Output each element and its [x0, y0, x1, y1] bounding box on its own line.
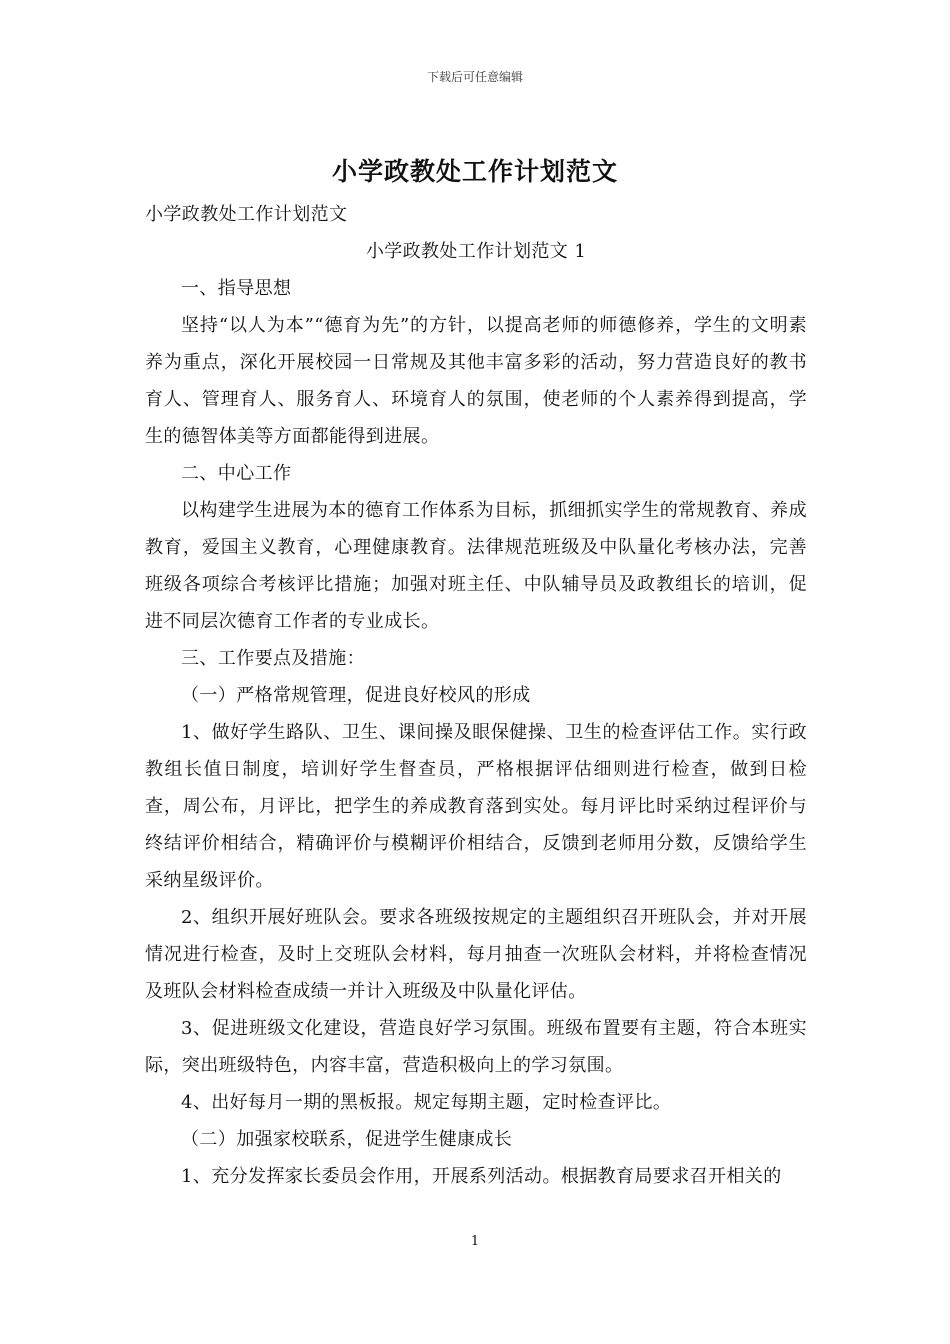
page-number: 1 [470, 1234, 480, 1249]
document-body [145, 196, 807, 1195]
paragraph-item-2: 2、组织开展好班队会。要求各班级按规定的主题组织召开班队会，并对开展情况进行检查，及时上交班队会材料，每月抽查一次班队会材料，并将检查情况及班队会材料检查成绩一并计入班级及中队量化评估。 [145, 907, 807, 1002]
subheading-routine-management: （一）严格常规管理，促进良好校风的形成 [181, 685, 531, 706]
heading-guiding-thought: 一、指导思想 [181, 278, 292, 299]
subheading-home-school: （二）加强家校联系，促进学生健康成长 [181, 1129, 513, 1150]
paragraph-home-school-item-1: 1、充分发挥家长委员会作用，开展系列活动。根据教育局要求召开相关的 [181, 1166, 782, 1187]
page-header-note: 下载后可任意编辑 [426, 70, 523, 84]
paragraph-item-1: 1、做好学生路队、卫生、课间操及眼保健操、卫生的检查评估工作。实行政教组长值日制度，培训好学生督查员，严格根据评估细则进行检查，做到日检查，周公布，月评比，把学生的养成教育落到实处。每月评比时采纳过程评价与终结评价相结合，精确评价与模糊评价相结合，反馈到老师用分数，反馈给学生采纳星级评价。 [145, 722, 807, 891]
paragraph-item-3: 3、促进班级文化建设，营造良好学习氛围。班级布置要有主题，符合本班实际，突出班级特色，内容丰富，营造积极向上的学习氛围。 [145, 1018, 807, 1076]
document-subtitle: 小学政教处工作计划范文 [145, 204, 348, 225]
heading-work-points: 三、工作要点及措施： [181, 648, 365, 669]
document-title: 小学政教处工作计划范文 [331, 157, 618, 186]
paragraph-guiding-thought: 坚持“以人为本”“德育为先”的方针，以提高老师的师德修养，学生的文明素养为重点，深化开展校园一日常规及其他丰富多彩的活动，努力营造良好的教书育人、管理育人、服务育人、环境育人的氛围，使老师的个人素养得到提高，学生的德智体美等方面都能得到进展。 [145, 315, 807, 447]
paragraph-central-work: 以构建学生进展为本的德育工作体系为目标，抓细抓实学生的常规教育、养成教育，爱国主义教育，心理健康教育。法律规范班级及中队量化考核办法，完善班级各项综合考核评比措施；加强对班主任、中队辅导员及政教组长的培训，促进不同层次德育工作者的专业成长。 [145, 500, 807, 632]
heading-central-work: 二、中心工作 [181, 463, 292, 484]
section-title: 小学政教处工作计划范文 1 [365, 241, 587, 262]
paragraph-item-4: 4、出好每月一期的黑板报。规定每期主题，定时检查评比。 [181, 1092, 672, 1113]
